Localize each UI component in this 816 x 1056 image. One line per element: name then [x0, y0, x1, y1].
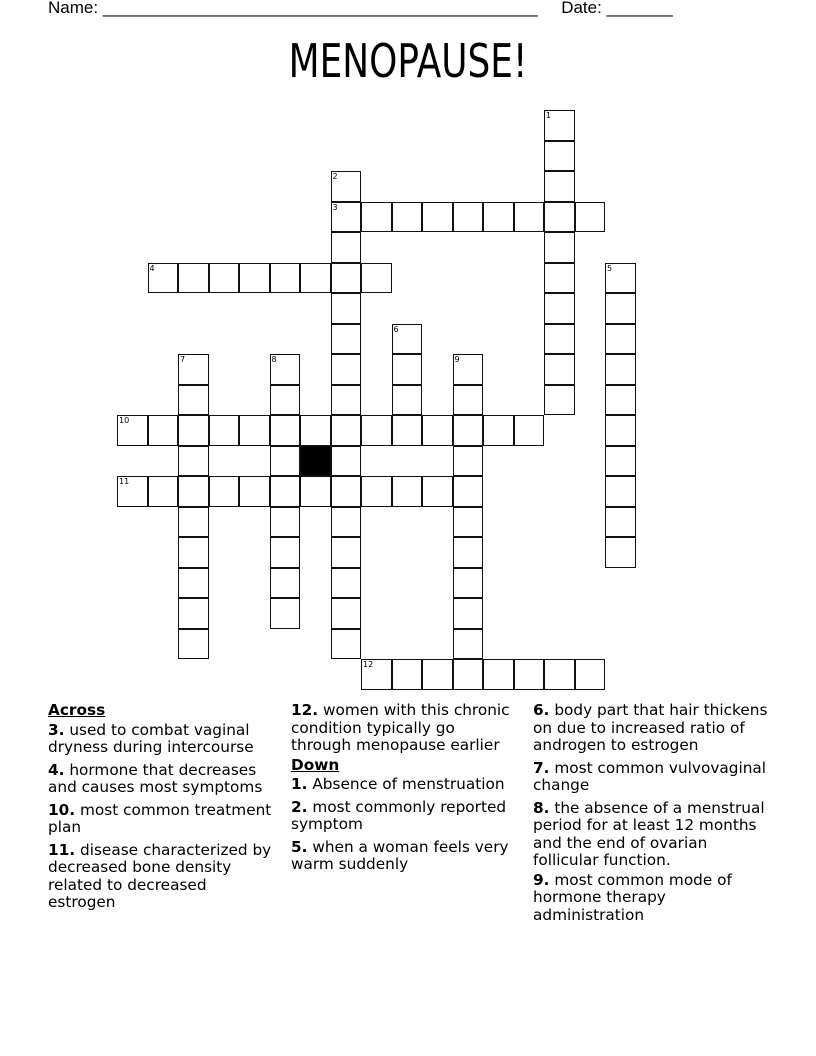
black-cell — [300, 446, 331, 477]
name-field[interactable]: ______________________________________________ — [102, 0, 538, 17]
grid-cell[interactable] — [453, 568, 484, 599]
grid-cell[interactable] — [453, 507, 484, 538]
clue-across-4: 4. hormone that decreases and causes most symptoms — [48, 760, 263, 796]
grid-cell[interactable] — [392, 415, 423, 446]
grid-cell[interactable] — [605, 507, 636, 538]
clue-down-6: 6. body part that hair thickens on due to increased ratio of androgen to estrogen — [533, 701, 768, 754]
grid-cell[interactable] — [239, 263, 270, 294]
grid-cell[interactable] — [178, 537, 209, 568]
grid-cell[interactable] — [209, 263, 240, 294]
clue-number: 7 — [180, 355, 186, 364]
grid-cell[interactable] — [605, 385, 636, 416]
clue-down-5: 5. when a woman feels very warm suddenly — [291, 837, 509, 873]
grid-cell[interactable] — [392, 202, 423, 233]
grid-cell[interactable] — [453, 446, 484, 477]
grid-cell[interactable] — [270, 263, 301, 294]
grid-cell[interactable] — [331, 324, 362, 355]
grid-cell[interactable] — [422, 476, 453, 507]
grid-cell[interactable] — [453, 354, 484, 385]
grid-cell[interactable] — [544, 202, 575, 233]
grid-cell[interactable] — [605, 476, 636, 507]
clue-number: 9 — [454, 355, 460, 364]
grid-cell[interactable] — [178, 263, 209, 294]
clue-down-9: 9. most common mode of hormone therapy administration — [533, 870, 732, 924]
grid-cell[interactable] — [361, 415, 392, 446]
grid-cell[interactable] — [605, 354, 636, 385]
down-heading: Down — [291, 755, 340, 774]
grid-cell[interactable] — [178, 629, 209, 660]
grid-cell[interactable] — [392, 476, 423, 507]
clue-number: 12 — [363, 660, 374, 669]
grid-cell[interactable] — [148, 476, 179, 507]
grid-cell[interactable] — [178, 415, 209, 446]
clue-number: 3 — [332, 202, 338, 212]
grid-cell[interactable] — [270, 598, 301, 629]
clue-number: 11 — [119, 477, 130, 486]
date-label: Date: — [561, 0, 602, 17]
grid-cell[interactable] — [209, 476, 240, 507]
grid-cell[interactable] — [544, 232, 575, 263]
name-label: Name: — [48, 0, 99, 17]
grid-cell[interactable] — [117, 476, 148, 507]
grid-cell[interactable] — [331, 446, 362, 477]
clue-across-3: 3. used to combat vaginal dryness during intercourse — [48, 720, 254, 756]
grid-cell[interactable] — [331, 202, 362, 233]
clue-down-1: 1. Absence of menstruation — [291, 775, 505, 793]
grid-cell[interactable] — [544, 659, 575, 690]
grid-cell[interactable] — [453, 385, 484, 416]
grid-cell[interactable] — [544, 141, 575, 172]
clues-column-1 — [48, 702, 273, 917]
grid-cell[interactable] — [514, 202, 545, 233]
clue-number: 2 — [332, 172, 338, 181]
clue-number: 10 — [119, 416, 130, 425]
grid-cell[interactable] — [483, 415, 514, 446]
grid-cell[interactable] — [270, 446, 301, 477]
grid-cell[interactable] — [544, 171, 575, 202]
grid-cell[interactable] — [178, 446, 209, 477]
grid-cell[interactable] — [605, 446, 636, 477]
grid-cell[interactable] — [331, 629, 362, 660]
grid-cell[interactable] — [331, 263, 362, 294]
grid-cell[interactable] — [148, 263, 179, 294]
grid-cell[interactable] — [331, 568, 362, 599]
grid-cell[interactable] — [544, 263, 575, 294]
grid-cell[interactable] — [178, 568, 209, 599]
clue-number: 8 — [271, 355, 277, 364]
grid-cell[interactable] — [544, 354, 575, 385]
grid-cell[interactable] — [239, 476, 270, 507]
date-field[interactable]: _______ — [606, 0, 673, 17]
grid-cell[interactable] — [514, 659, 545, 690]
grid-cell[interactable] — [605, 415, 636, 446]
grid-cell[interactable] — [453, 476, 484, 507]
grid-cell[interactable] — [270, 385, 301, 416]
grid-cell[interactable] — [361, 263, 392, 294]
grid-cell[interactable] — [453, 598, 484, 629]
grid-cell[interactable] — [605, 324, 636, 355]
grid-cell[interactable] — [331, 507, 362, 538]
grid-cell[interactable] — [178, 598, 209, 629]
grid-cell[interactable] — [331, 476, 362, 507]
grid-cell[interactable] — [483, 659, 514, 690]
grid-cell[interactable] — [422, 415, 453, 446]
grid-cell[interactable] — [392, 385, 423, 416]
grid-cell[interactable] — [453, 415, 484, 446]
grid-cell[interactable] — [239, 415, 270, 446]
grid-cell[interactable] — [575, 659, 606, 690]
grid-cell[interactable] — [331, 293, 362, 324]
grid-cell[interactable] — [331, 385, 362, 416]
grid-cell[interactable] — [544, 293, 575, 324]
grid-cell[interactable] — [270, 507, 301, 538]
grid-cell[interactable] — [300, 415, 331, 446]
grid-cell[interactable] — [270, 537, 301, 568]
grid-cell[interactable] — [331, 354, 362, 385]
grid-cell[interactable] — [331, 171, 362, 202]
grid-cell[interactable] — [300, 476, 331, 507]
clue-across-11: 11. disease characterized by decreased bone density related to decreased estrogen — [48, 840, 272, 911]
grid-cell[interactable] — [392, 354, 423, 385]
clue-number: 4 — [149, 263, 155, 273]
grid-cell[interactable] — [117, 415, 148, 446]
grid-cell[interactable] — [178, 476, 209, 507]
grid-cell[interactable] — [544, 324, 575, 355]
grid-cell[interactable] — [148, 415, 179, 446]
grid-cell[interactable] — [422, 659, 453, 690]
clue-number: 1 — [546, 111, 552, 120]
grid-cell[interactable] — [453, 537, 484, 568]
grid-cell[interactable] — [331, 232, 362, 263]
grid-cell[interactable] — [453, 202, 484, 233]
clue-across-12: 12. women with this chronic condition typically go through menopause earlier — [291, 701, 510, 754]
grid-cell[interactable] — [605, 293, 636, 324]
clue-down-8: 8. the absence of a menstrual period for at least 12 months and the end of ovarian follicular function. — [533, 798, 765, 869]
grid-cell[interactable] — [392, 324, 423, 355]
clues-column-2 — [291, 702, 516, 879]
grid-cell[interactable] — [453, 629, 484, 660]
clue-number: 6 — [393, 324, 399, 334]
grid-cell[interactable] — [453, 659, 484, 690]
across-heading: Across — [48, 701, 106, 719]
grid-cell[interactable] — [331, 415, 362, 446]
grid-cell[interactable] — [392, 659, 423, 690]
grid-cell[interactable] — [270, 415, 301, 446]
grid-cell[interactable] — [605, 537, 636, 568]
clue-across-10: 10. most common treatment plan — [48, 800, 272, 836]
clue-number: 5 — [607, 263, 613, 273]
grid-cell[interactable] — [331, 537, 362, 568]
clue-down-2: 2. most commonly reported symptom — [291, 797, 507, 833]
grid-cell[interactable] — [270, 476, 301, 507]
page-title: MENOPAUSE! — [288, 34, 528, 88]
clues-column-3 — [533, 702, 773, 929]
grid-cell[interactable] — [270, 354, 301, 385]
grid-cell[interactable] — [544, 110, 575, 141]
grid-cell[interactable] — [209, 415, 240, 446]
grid-cell[interactable] — [605, 263, 636, 294]
grid-cell[interactable] — [361, 476, 392, 507]
grid-cell[interactable] — [483, 202, 514, 233]
grid-cell[interactable] — [544, 385, 575, 416]
grid-cell[interactable] — [361, 202, 392, 233]
grid-cell[interactable] — [178, 385, 209, 416]
grid-cell[interactable] — [331, 598, 362, 629]
grid-cell[interactable] — [270, 568, 301, 599]
grid-cell[interactable] — [178, 507, 209, 538]
grid-cell[interactable] — [575, 202, 606, 233]
clue-down-7: 7. most common vulvovaginal change — [533, 758, 767, 794]
grid-cell[interactable] — [422, 202, 453, 233]
grid-cell[interactable] — [361, 659, 392, 690]
grid-cell[interactable] — [514, 415, 545, 446]
grid-cell[interactable] — [178, 354, 209, 385]
grid-cell[interactable] — [300, 263, 331, 294]
